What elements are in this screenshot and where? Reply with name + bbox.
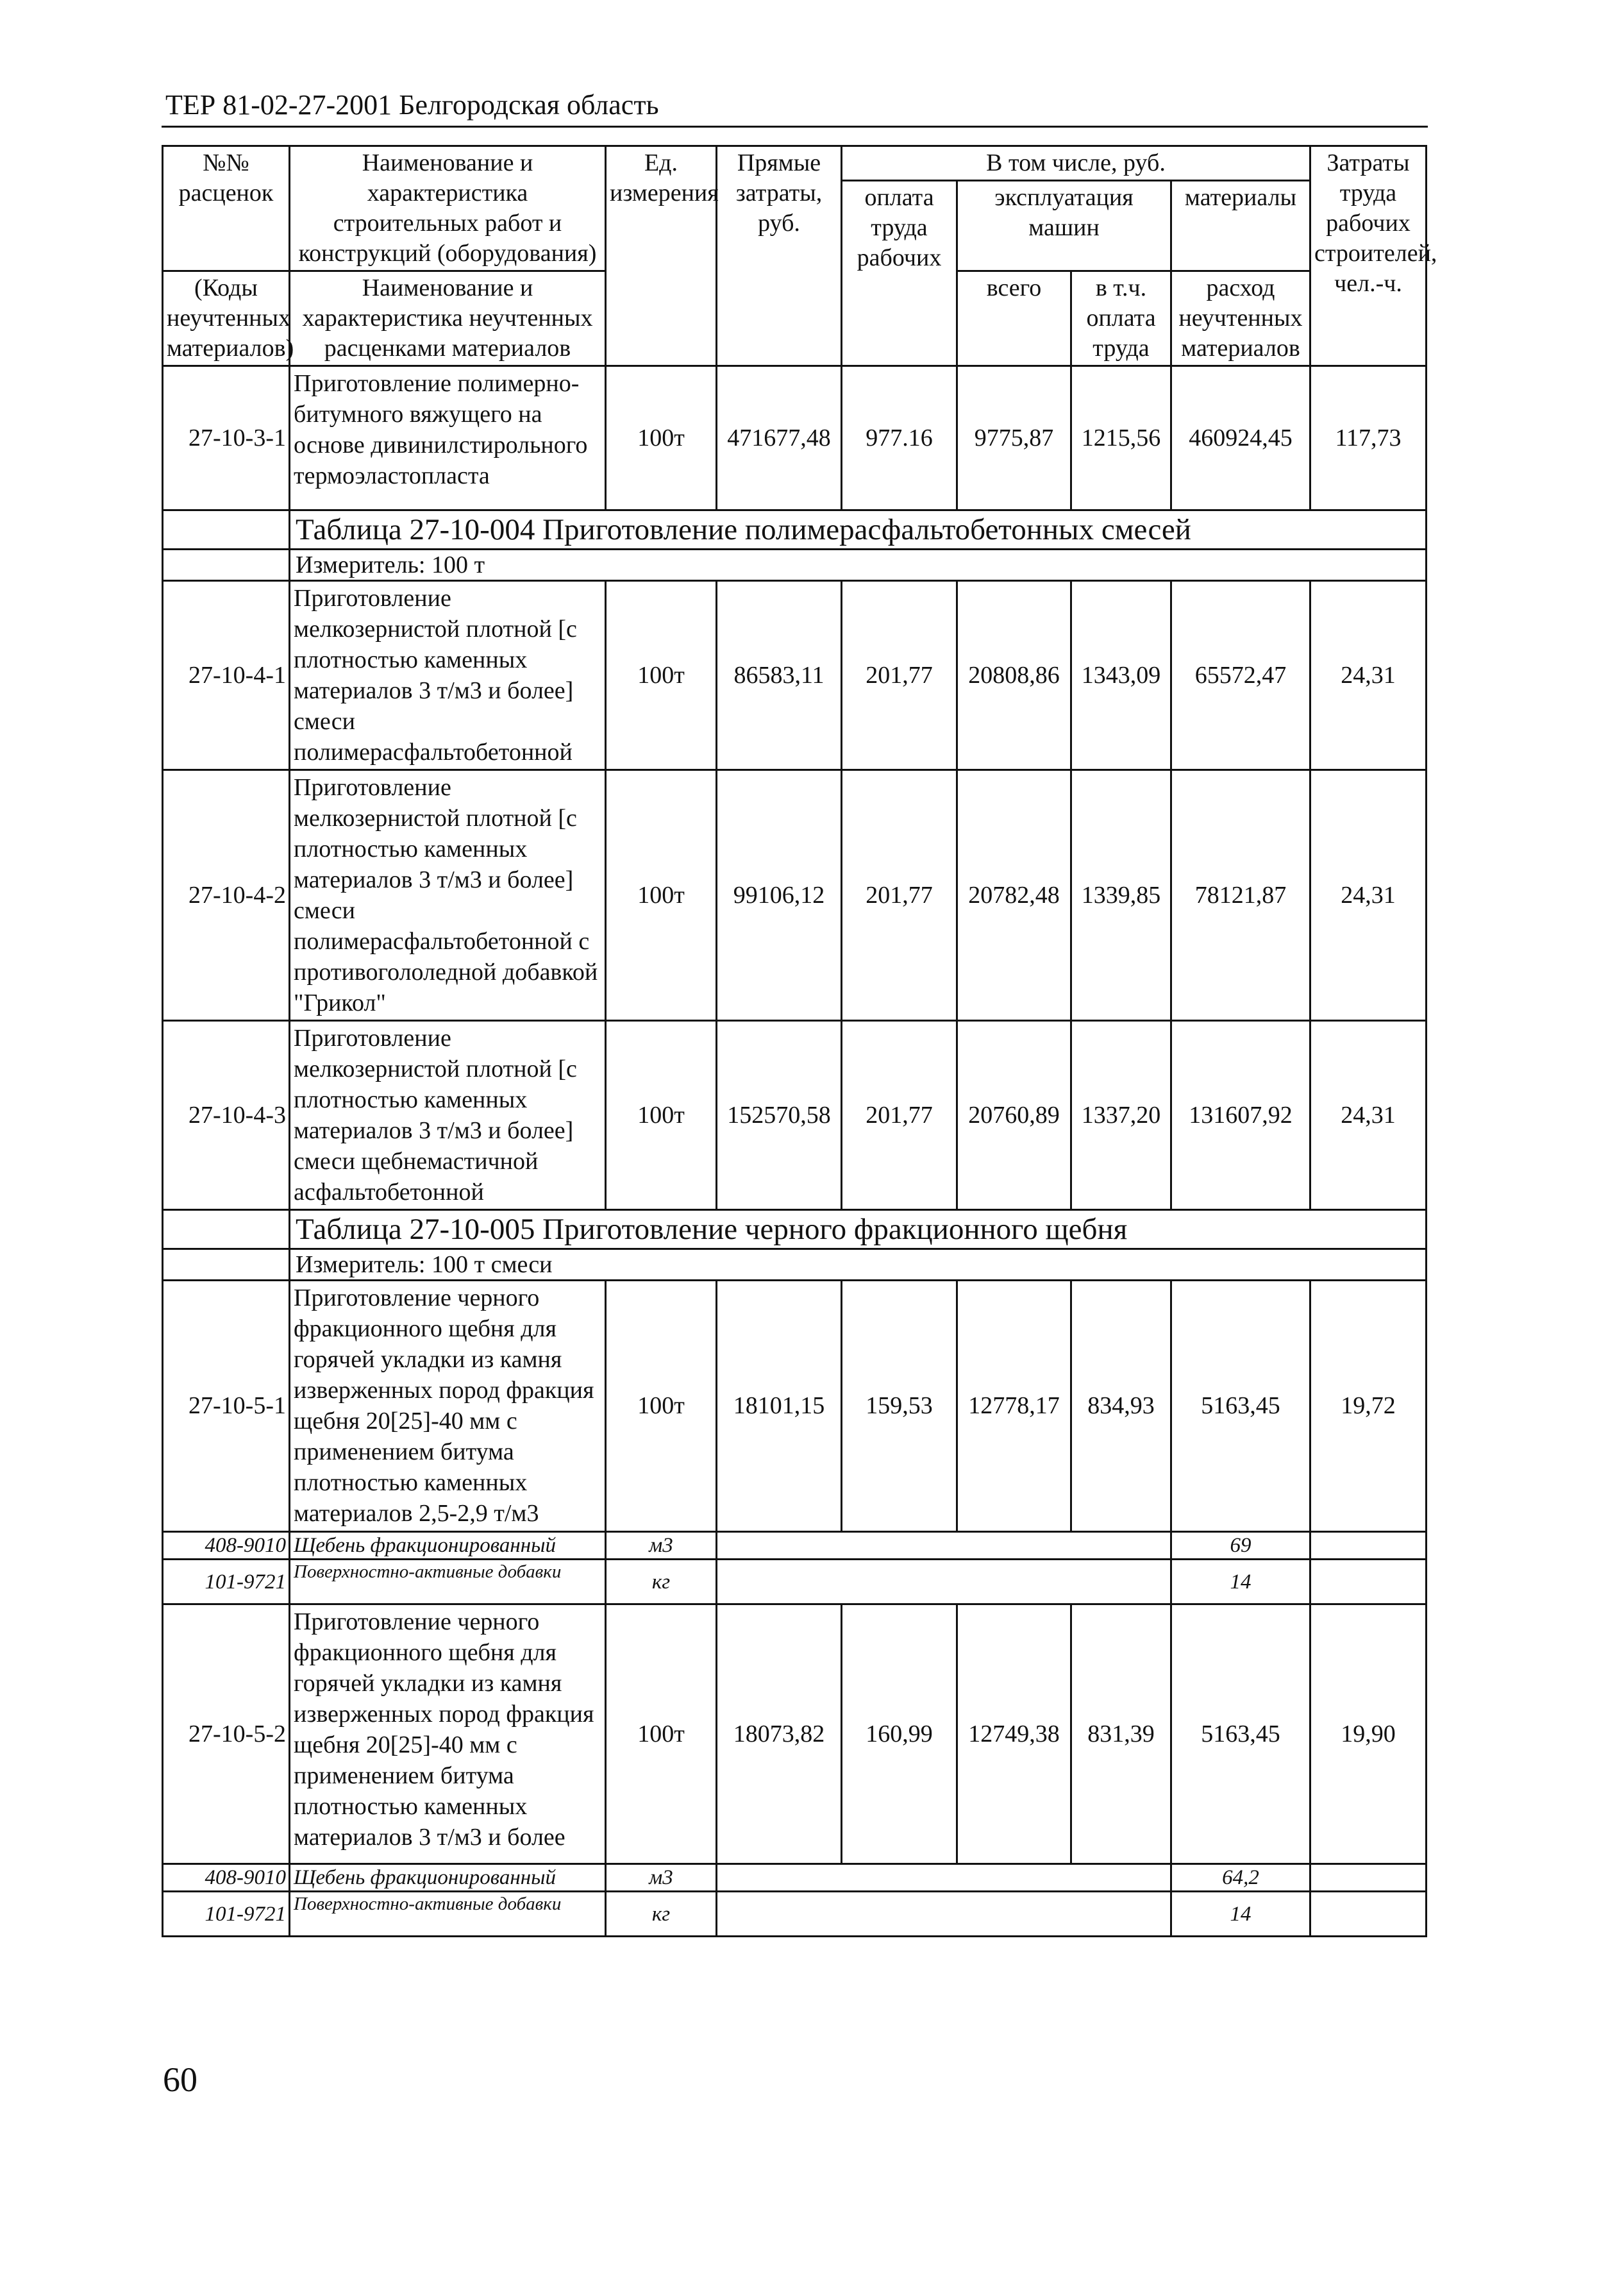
- col-labor-header: Затраты труда рабочих строителей, чел.-ч.: [1310, 146, 1427, 366]
- rate-wages: 201,77: [842, 581, 957, 770]
- rate-wages: 201,77: [842, 1021, 957, 1210]
- table-row: [163, 770, 1427, 1021]
- col-code2-header: (Коды неучтенных материалов): [163, 271, 290, 366]
- rate-labor: 24,31: [1310, 581, 1427, 770]
- material-name: Поверхностно-активные добавки: [290, 1892, 606, 1937]
- rate-materials: 460924,45: [1171, 366, 1310, 510]
- rate-labor: 117,73: [1310, 366, 1427, 510]
- col-materials-unaccounted-header: расход неучтенных материалов: [1171, 271, 1310, 366]
- rate-machines-wages: 1337,20: [1071, 1021, 1171, 1210]
- material-quantity: 64,2: [1171, 1864, 1310, 1892]
- rate-unit: 100т: [606, 1604, 717, 1864]
- material-code: 408-9010: [163, 1532, 290, 1560]
- material-quantity: 14: [1171, 1560, 1310, 1604]
- rate-wages: 159,53: [842, 1281, 957, 1532]
- rate-materials: 131607,92: [1171, 1021, 1310, 1210]
- section-title-row: [163, 510, 1427, 550]
- rate-unit: 100т: [606, 770, 717, 1021]
- rate-machines: 12749,38: [957, 1604, 1071, 1864]
- rate-wages: 201,77: [842, 770, 957, 1021]
- section-title-row: [163, 1210, 1427, 1249]
- rate-wages: 160,99: [842, 1604, 957, 1864]
- rate-machines-wages: 1339,85: [1071, 770, 1171, 1021]
- rate-wages: 977.16: [842, 366, 957, 510]
- rate-labor: 24,31: [1310, 770, 1427, 1021]
- material-code: 101-9721: [163, 1560, 290, 1604]
- rate-code: 27-10-5-1: [163, 1281, 290, 1532]
- table-row: [163, 1604, 1427, 1864]
- rate-machines-wages: 1343,09: [1071, 581, 1171, 770]
- table-row: [163, 581, 1427, 770]
- col-incl-header: В том числе, руб.: [842, 146, 1310, 181]
- col-name-header: Наименование и характеристика строительных работ и конструкций (оборудования): [290, 146, 606, 271]
- meter-row: [163, 550, 1427, 581]
- material-unit: кг: [606, 1892, 717, 1937]
- page-header: ТЕР 81-02-27-2001 Белгородская область: [165, 89, 659, 121]
- table-row: [163, 366, 1427, 510]
- rate-machines: 12778,17: [957, 1281, 1071, 1532]
- rate-unit: 100т: [606, 1281, 717, 1532]
- rate-name: Приготовление мелкозернистой плотной [с плотностью каменных материалов 3 т/м3 и более] смеси полимерасфальтобетонной с противогололедной добавкой "Грикол": [290, 770, 606, 1021]
- rate-unit: 100т: [606, 581, 717, 770]
- col-wages-header: оплата труда рабочих: [842, 181, 957, 366]
- rate-machines: 9775,87: [957, 366, 1071, 510]
- rate-direct-cost: 99106,12: [717, 770, 842, 1021]
- rate-machines-wages: 831,39: [1071, 1604, 1171, 1864]
- rate-labor: 19,90: [1310, 1604, 1427, 1864]
- section-title: Таблица 27-10-004 Приготовление полимерасфальтобетонных смесей: [290, 510, 1427, 550]
- rate-direct-cost: 86583,11: [717, 581, 842, 770]
- material-row: [163, 1560, 1427, 1604]
- rate-unit: 100т: [606, 1021, 717, 1210]
- rate-machines-wages: 1215,56: [1071, 366, 1171, 510]
- material-row: [163, 1892, 1427, 1937]
- col-machines-header: эксплуатация машин: [957, 181, 1171, 271]
- rate-code: 27-10-4-2: [163, 770, 290, 1021]
- col-materials-header: материалы: [1171, 181, 1310, 271]
- col-code-header: №№ расценок: [163, 146, 290, 271]
- rate-direct-cost: 18073,82: [717, 1604, 842, 1864]
- material-unit: м3: [606, 1864, 717, 1892]
- table-row: [163, 1281, 1427, 1532]
- col-name2-header: Наименование и характеристика неучтенных расценками материалов: [290, 271, 606, 366]
- rate-direct-cost: 18101,15: [717, 1281, 842, 1532]
- rate-unit: 100т: [606, 366, 717, 510]
- material-name: Щебень фракционированный: [290, 1532, 606, 1560]
- header-row-1: [163, 146, 1427, 181]
- rate-labor: 19,72: [1310, 1281, 1427, 1532]
- rate-name: Приготовление черного фракционного щебня для горячей укладки из камня изверженных пород фракция щебня 20[25]-40 мм с применением битума плотностью каменных материалов 3 т/м3 и более: [290, 1604, 606, 1864]
- rate-machines: 20760,89: [957, 1021, 1071, 1210]
- rate-materials: 78121,87: [1171, 770, 1310, 1021]
- rate-code: 27-10-4-1: [163, 581, 290, 770]
- rate-name: Приготовление черного фракционного щебня для горячей укладки из камня изверженных пород фракция щебня 20[25]-40 мм с применением битума плотностью каменных материалов 2,5-2,9 т/м3: [290, 1281, 606, 1532]
- rate-code: 27-10-5-2: [163, 1604, 290, 1864]
- material-row: [163, 1532, 1427, 1560]
- col-machines-wages-header: в т.ч. оплата труда: [1071, 271, 1171, 366]
- col-direct-header: Прямые затраты, руб.: [717, 146, 842, 366]
- material-row: [163, 1864, 1427, 1892]
- rate-name: Приготовление мелкозернистой плотной [с плотностью каменных материалов 3 т/м3 и более] смеси щебнемастичной асфальтобетонной: [290, 1021, 606, 1210]
- section-meter: Измеритель: 100 т: [290, 550, 1427, 581]
- material-code: 101-9721: [163, 1892, 290, 1937]
- rate-machines: 20782,48: [957, 770, 1071, 1021]
- material-name: Поверхностно-активные добавки: [290, 1560, 606, 1604]
- col-machines-total-header: всего: [957, 271, 1071, 366]
- meter-row: [163, 1249, 1427, 1281]
- material-name: Щебень фракционированный: [290, 1864, 606, 1892]
- rate-machines-wages: 834,93: [1071, 1281, 1171, 1532]
- rate-direct-cost: 152570,58: [717, 1021, 842, 1210]
- rate-labor: 24,31: [1310, 1021, 1427, 1210]
- rate-name: Приготовление полимерно-битумного вяжущего на основе дивинилстирольного термоэластопласта: [290, 366, 606, 510]
- table-row: [163, 1021, 1427, 1210]
- rate-code: 27-10-4-3: [163, 1021, 290, 1210]
- rate-machines: 20808,86: [957, 581, 1071, 770]
- material-quantity: 14: [1171, 1892, 1310, 1937]
- header-rule: [162, 126, 1428, 128]
- rate-code: 27-10-3-1: [163, 366, 290, 510]
- rate-materials: 5163,45: [1171, 1604, 1310, 1864]
- rate-direct-cost: 471677,48: [717, 366, 842, 510]
- section-title: Таблица 27-10-005 Приготовление черного фракционного щебня: [290, 1210, 1427, 1249]
- rate-materials: 65572,47: [1171, 581, 1310, 770]
- rate-materials: 5163,45: [1171, 1281, 1310, 1532]
- material-unit: кг: [606, 1560, 717, 1604]
- material-quantity: 69: [1171, 1532, 1310, 1560]
- section-meter: Измеритель: 100 т смеси: [290, 1249, 1427, 1281]
- page-number: 60: [163, 2060, 197, 2099]
- rate-name: Приготовление мелкозернистой плотной [с плотностью каменных материалов 3 т/м3 и более] смеси полимерасфальтобетонной: [290, 581, 606, 770]
- material-code: 408-9010: [163, 1864, 290, 1892]
- rates-table: [162, 145, 1437, 1937]
- col-unit-header: Ед. измерения: [606, 146, 717, 366]
- material-unit: м3: [606, 1532, 717, 1560]
